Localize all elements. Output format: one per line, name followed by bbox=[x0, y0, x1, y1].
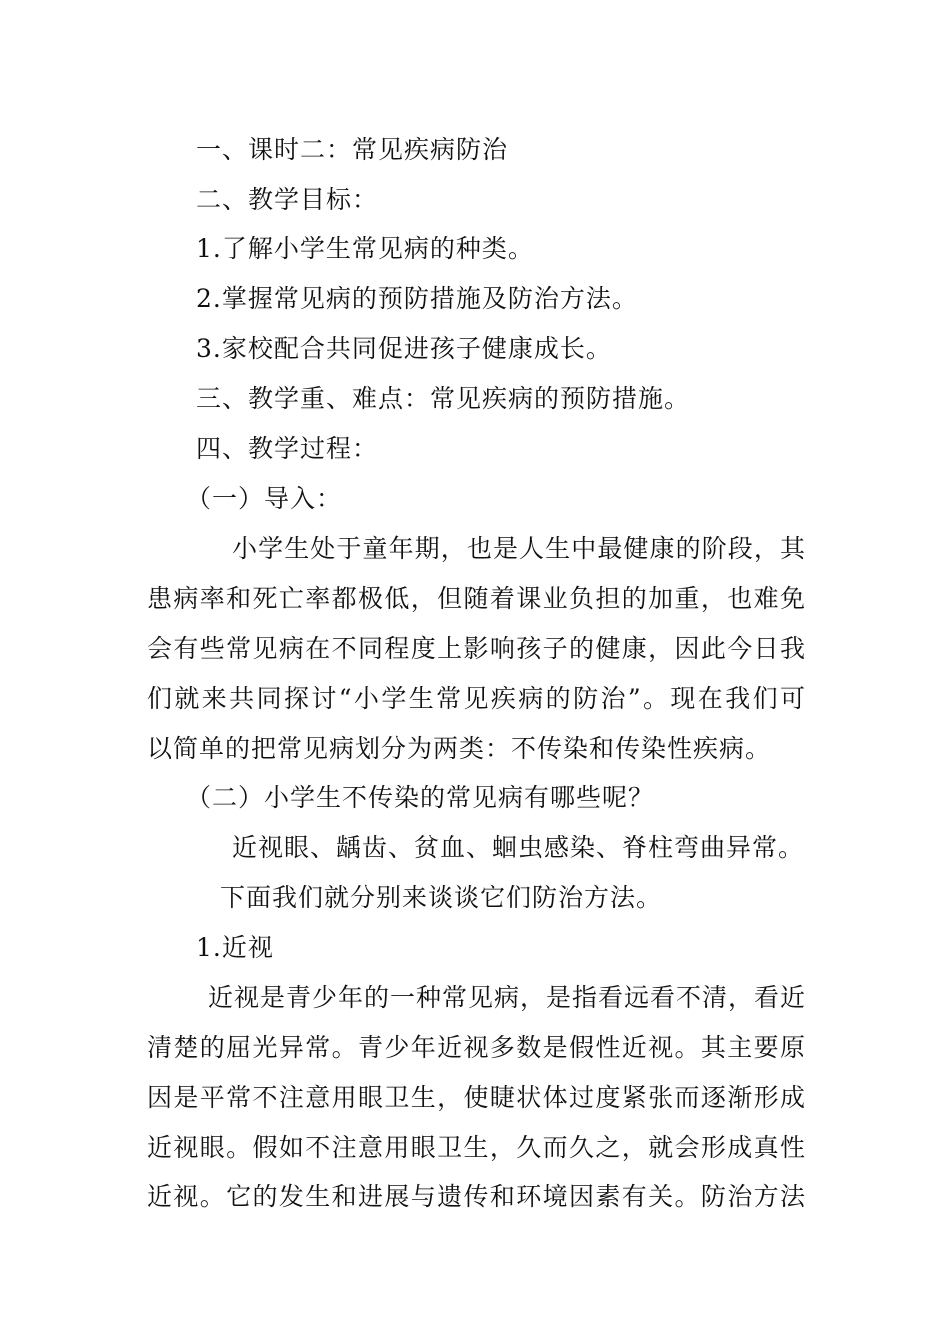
subheading-non-infectious: （二）小学生不传染的常见病有哪些呢？ bbox=[186, 783, 655, 812]
paragraph-intro-line-2: 患病率和死亡率都极低，但随着课业负担的加重，也难免 bbox=[147, 584, 805, 613]
section-heading-process: 四、教学过程： bbox=[196, 434, 379, 463]
subheading-intro: （一）导入： bbox=[186, 484, 343, 513]
section-heading-key-points: 三、教学重、难点：常见疾病的预防措施。 bbox=[196, 384, 691, 413]
paragraph-myopia-line-4: 近视眼。假如不注意用眼卫生，久而久之，就会形成真性 bbox=[147, 1133, 805, 1162]
goal-item-2: 2.掌握常见病的预防措施及防治方法。 bbox=[196, 284, 638, 313]
section-heading-lesson: 一、课时二：常见疾病防治 bbox=[196, 135, 509, 164]
paragraph-intro-line-3: 会有些常见病在不同程度上影响孩子的健康，因此今日我 bbox=[147, 634, 805, 663]
paragraph-intro-line-4: 们就来共同探讨“小学生常见疾病的防治”。现在我们可 bbox=[147, 684, 805, 713]
paragraph-intro-line-1: 小学生处于童年期，也是人生中最健康的阶段，其 bbox=[232, 534, 805, 563]
section-heading-goals: 二、教学目标： bbox=[196, 185, 379, 214]
goal-item-3: 3.家校配合共同促进孩子健康成长。 bbox=[196, 334, 612, 363]
goal-item-1: 1.了解小学生常见病的种类。 bbox=[196, 234, 534, 263]
item-heading-myopia: 1.近视 bbox=[196, 933, 274, 962]
paragraph-myopia-line-2: 清楚的屈光异常。青少年近视多数是假性近视。其主要原 bbox=[147, 1033, 805, 1062]
paragraph-myopia-line-1: 近视是青少年的一种常见病，是指看远看不清，看近 bbox=[208, 983, 805, 1012]
disease-list: 近视眼、龋齿、贫血、蛔虫感染、脊柱弯曲异常。 bbox=[232, 833, 805, 862]
paragraph-myopia-line-3: 因是平常不注意用眼卫生，使睫状体过度紧张而逐渐形成 bbox=[147, 1083, 805, 1112]
paragraph-intro-line-5: 以简单的把常见病划分为两类：不传染和传染性疾病。 bbox=[147, 734, 772, 763]
transition-sentence: 下面我们就分别来谈谈它们防治方法。 bbox=[220, 883, 663, 912]
paragraph-myopia-line-5: 近视。它的发生和进展与遗传和环境因素有关。防治方法 bbox=[147, 1182, 805, 1211]
